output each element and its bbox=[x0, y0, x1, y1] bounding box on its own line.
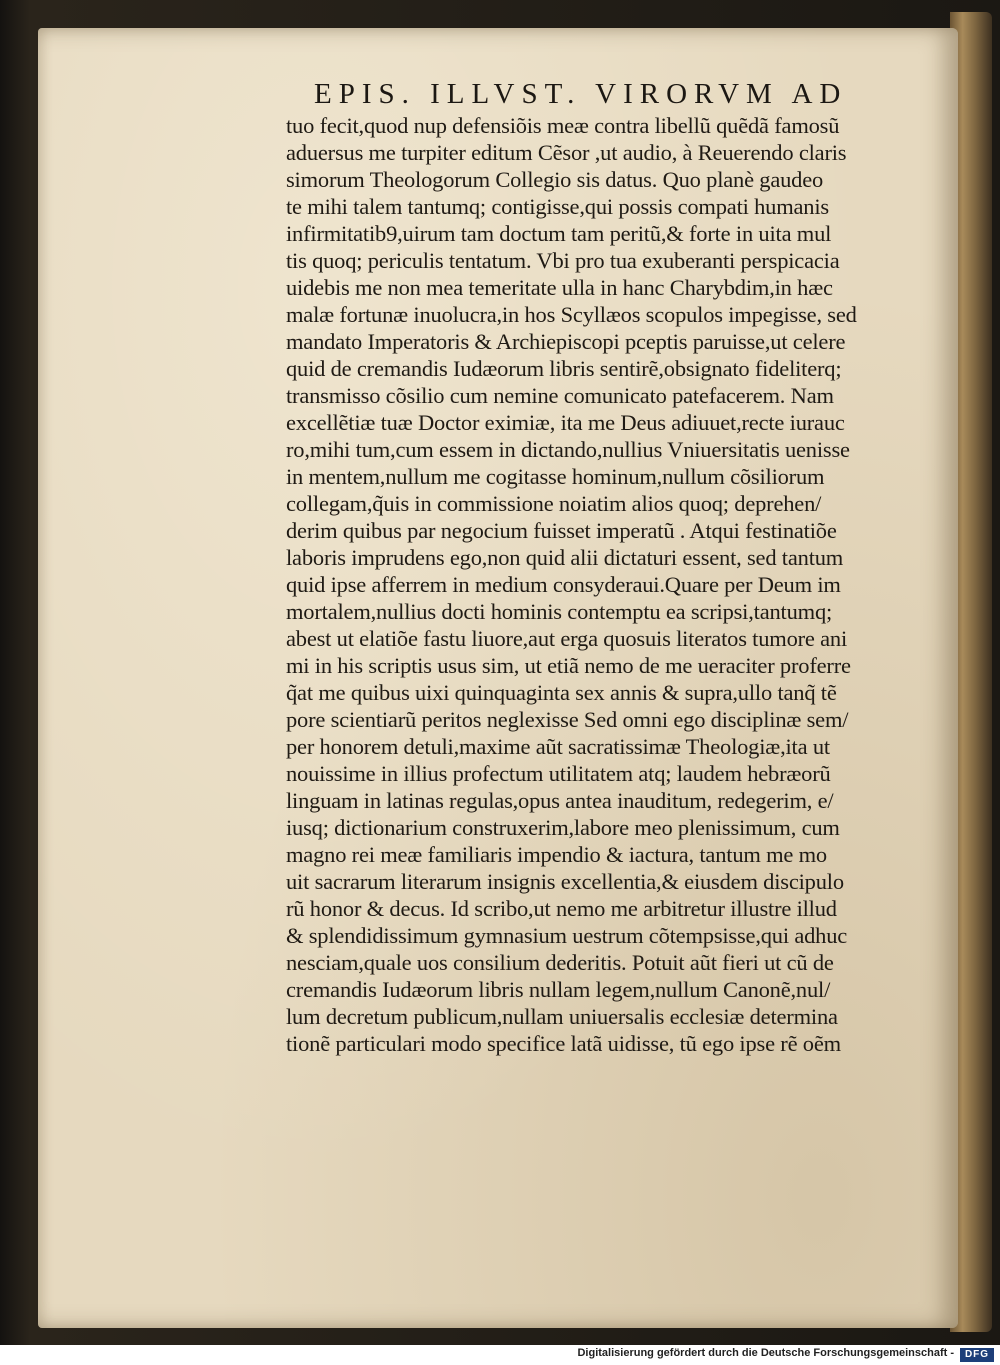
text-line: transmisso cõsilio cum nemine comunicato patefacerem. Nam bbox=[286, 383, 834, 408]
text-line: nouissime in illius profectum utilitatem atq; laudem hebræorũ bbox=[286, 761, 831, 786]
text-line: magno rei meæ familiaris impendio & iactura, tantum me mo bbox=[286, 842, 827, 867]
text-line: linguam in latinas regulas,opus antea inauditum, redegerim, e/ bbox=[286, 788, 834, 813]
running-head: EPIS. ILLVST. VIRORVM AD bbox=[314, 78, 848, 110]
text-line: mortalem,nullius docti hominis contemptu ea scripsi,tantumq; bbox=[286, 599, 833, 624]
dfg-logo-icon: DFG bbox=[960, 1348, 994, 1362]
text-line: malæ fortunæ inuolucra,in hos Scyllæos scopulos impegisse, sed bbox=[286, 302, 857, 327]
text-line: uit sacrarum literarum insignis excellentia,& eiusdem discipulo bbox=[286, 869, 844, 894]
text-line: ro,mihi tum,cum essem in dictando,nullius Vniuersitatis uenisse bbox=[286, 437, 850, 462]
text-line: pore scientiarũ peritos neglexisse Sed omni ego disciplinæ sem/ bbox=[286, 707, 849, 732]
text-line: rũ honor & decus. Id scribo,ut nemo me arbitretur illustre illud bbox=[286, 896, 837, 921]
text-line: aduersus me turpiter editum Cẽsor ,ut audio, à Reuerendo claris bbox=[286, 140, 847, 165]
text-line: mandato Imperatoris & Archiepiscopi pceptis paruisse,ut celere bbox=[286, 329, 846, 354]
text-line: quid ipse afferrem in medium consyderaui.Quare per Deum im bbox=[286, 572, 841, 597]
text-line: tionẽ particulari modo specifice latã uidisse, tũ ego ipse rẽ oẽm bbox=[286, 1031, 841, 1056]
text-line: abest ut elatiõe fastu liuore,aut erga quosuis literatos tumore ani bbox=[286, 626, 848, 651]
text-line: cremandis Iudæorum libris nullam legem,nullum Canonẽ,nul/ bbox=[286, 977, 831, 1002]
text-line: tuo fecit,quod nup defensiõis meæ contra libellũ quẽdã famosũ bbox=[286, 113, 840, 138]
text-line: mi in his scriptis usus sim, ut etiã nemo de me ueraciter proferre bbox=[286, 653, 851, 678]
text-line: & splendidissimum gymnasium uestrum cõtempsisse,qui adhuc bbox=[286, 923, 848, 948]
text-line: quid de cremandis Iudæorum libris sentirẽ,obsignato fideliterq; bbox=[286, 356, 842, 381]
text-line: laboris imprudens ego,non quid alii dictaturi essent, sed tantum bbox=[286, 545, 844, 570]
text-line: per honorem detuli,maxime aũt sacratissimæ Theologiæ,ita ut bbox=[286, 734, 830, 759]
text-line: iusq; dictionarium construxerim,labore meo plenissimum, cum bbox=[286, 815, 840, 840]
text-line: simorum Theologorum Collegio sis datus. Quo planè gaudeo bbox=[286, 167, 824, 192]
footer-bar bbox=[0, 1345, 1000, 1365]
text-line: in mentem,nullum me cogitasse hominum,nullum cõsiliorum bbox=[286, 464, 825, 489]
funding-credit: Digitalisierung gefördert durch die Deutsche Forschungsgemeinschaft - bbox=[577, 1347, 954, 1359]
text-line: infirmitatib9,uirum tam doctum tam peritũ,& forte in uita mul bbox=[286, 221, 832, 246]
text-line: derim quibus par negocium fuisset imperatũ . Atqui festinatiõe bbox=[286, 518, 837, 543]
text-line: excellẽtiæ tuæ Doctor eximiæ, ita me Deus adiuuet,recte iurauc bbox=[286, 410, 845, 435]
text-line: collegam,q̃uis in commissione noiatim alios quoq; deprehen/ bbox=[286, 491, 822, 516]
text-line: tis quoq; periculis tentatum. Vbi pro tua exuberanti perspicacia bbox=[286, 248, 840, 273]
text-line: q̃at me quibus uixi quinquaginta sex annis & supra,ullo tanq̃ tẽ bbox=[286, 680, 837, 705]
text-line: nesciam,quale uos consilium dederitis. Potuit aũt fieri ut cũ de bbox=[286, 950, 834, 975]
text-line: lum decretum publicum,nullam uniuersalis ecclesiæ determina bbox=[286, 1004, 838, 1029]
body-text bbox=[286, 112, 926, 1057]
text-line: te mihi talem tantumq; contigisse,qui possis compati humanis bbox=[286, 194, 829, 219]
text-line: uidebis me non mea temeritate ulla in hanc Charybdim,in hæc bbox=[286, 275, 833, 300]
